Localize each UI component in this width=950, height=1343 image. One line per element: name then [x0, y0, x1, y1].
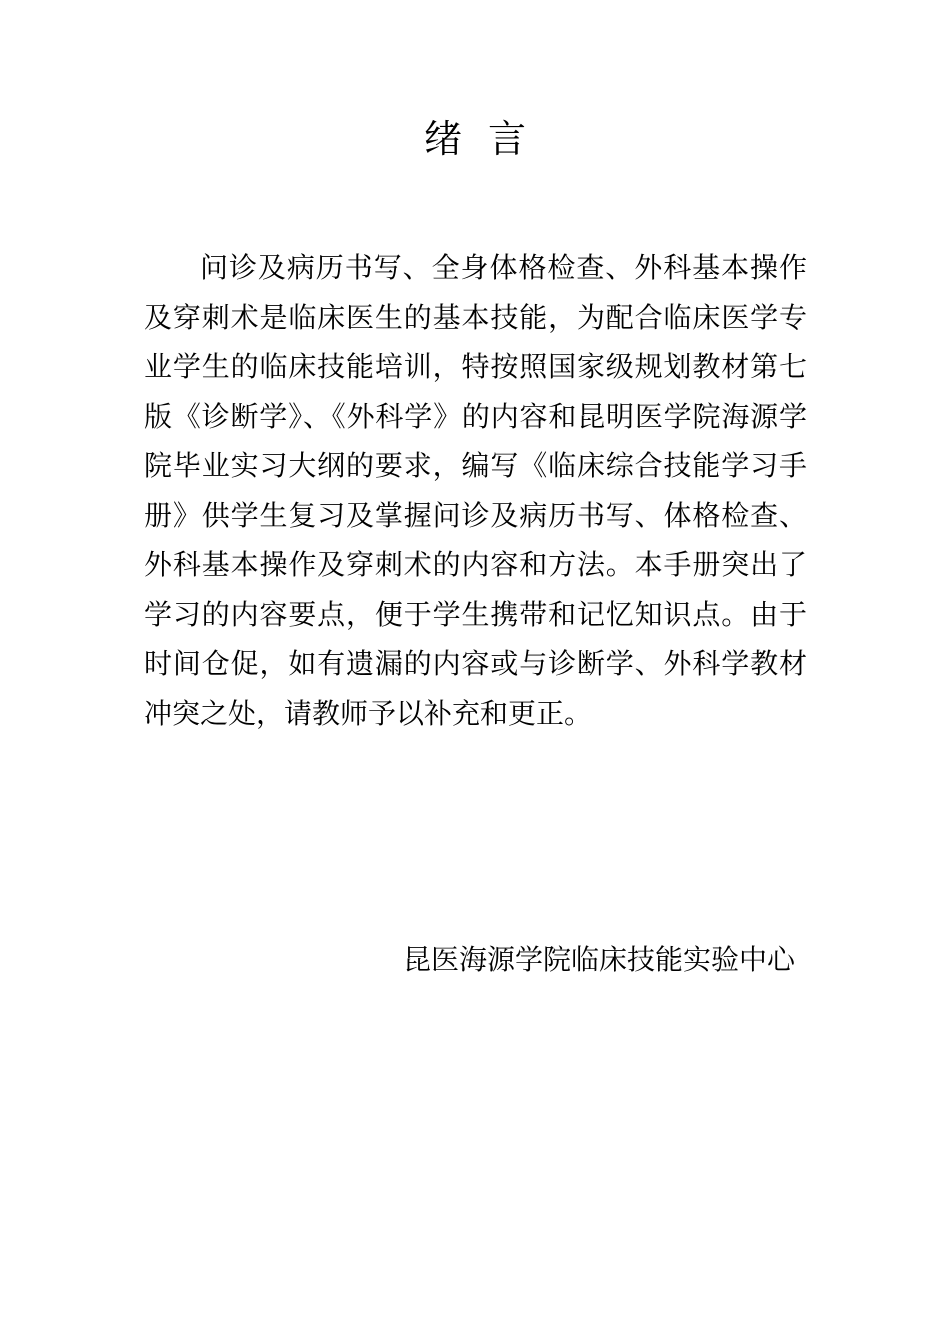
document-title: 绪言 — [423, 117, 552, 161]
author-signature: 昆医海源学院临床技能实验中心 — [402, 943, 795, 976]
preface-paragraph: 问诊及病历书写、全身体格检查、外科基本操作及穿刺术是临床医生的基本技能，为配合临床医学专业学生的临床技能培训，特按照国家级规划教材第七版《诊断学》、《外科学》的内容和昆明医学院海源学院毕业实习大纲的要求，编写《临床综合技能学习手册》供学生复习及掌握问诊及病历书写、体格检查、外科基本操作及穿刺术的内容和方法。本手册突出了学习的内容要点，便于学生携带和记忆知识点。由于时间仓促，如有遗漏的内容或与诊断学、外科学教材冲突之处，请教师予以补充和更正。 — [144, 251, 807, 730]
